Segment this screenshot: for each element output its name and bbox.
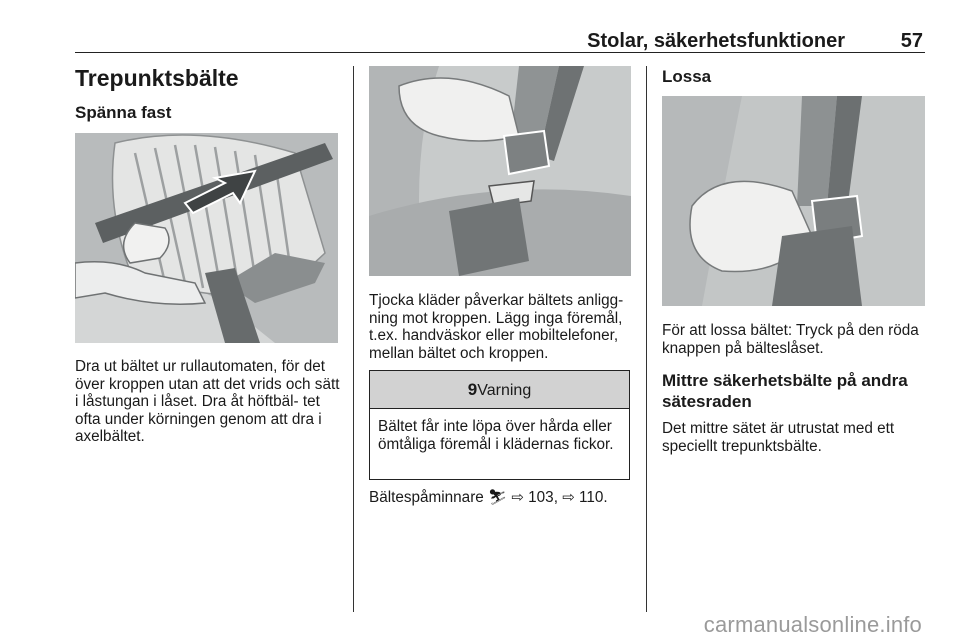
right-text-block xyxy=(662,322,927,455)
page-ref-1[interactable]: 103, xyxy=(528,489,558,506)
page-ref-arrow-icon: ⇨ xyxy=(511,489,524,506)
left-column xyxy=(75,65,345,123)
warning-box xyxy=(369,370,630,480)
page-number: 57 xyxy=(900,30,923,52)
warning-header xyxy=(370,371,629,409)
clothing-paragraph: Tjocka kläder påverkar bältets anligg- ning mot kroppen. Lägg inga föremål, t.ex. handväskor eller mobiltelefoner, mellan bältet och kroppen. xyxy=(369,292,624,362)
middle-belt-paragraph: Det mittre sätet är utrustat med ett speciellt trepunktsbälte. xyxy=(662,420,895,455)
warning-title: Varning xyxy=(477,382,532,399)
middle-text-block xyxy=(369,292,632,362)
left-text-block xyxy=(75,358,345,446)
column-divider-2 xyxy=(646,66,647,612)
watermark: carmanualsonline.info xyxy=(703,612,922,637)
reminder-line xyxy=(369,489,632,507)
page-header xyxy=(75,28,925,53)
right-column-top xyxy=(662,66,927,87)
header-title: Stolar, säkerhetsfunktioner xyxy=(587,30,845,52)
subheading-middle-belt: Mittre säkerhetsbälte på andra sätesraden xyxy=(662,371,908,411)
figure-buckle-insert xyxy=(369,66,631,276)
warning-triangle-icon: 9 xyxy=(467,380,478,399)
column-divider-1 xyxy=(353,66,354,612)
subheading-fasten: Spänna fast xyxy=(75,103,172,122)
reminder-label: Bältespåminnare xyxy=(369,489,484,506)
subheading-release: Lossa xyxy=(662,67,712,86)
release-paragraph: För att lossa bältet: Tryck på den röda knappen på bälteslåset. xyxy=(662,322,919,357)
seatbelt-reminder-icon: ⛷ xyxy=(488,489,508,506)
section-heading: Trepunktsbälte xyxy=(75,65,239,91)
fasten-paragraph: Dra ut bältet ur rullautomaten, för det över kroppen utan att det vrids och sätt i låstungan i låset. Dra åt höftbäl- tet ofta under körningen genom att dra i axelbältet. xyxy=(75,358,340,445)
figure-fasten-belt xyxy=(75,133,338,343)
page-ref-arrow-icon: ⇨ xyxy=(562,489,575,506)
warning-text: Bältet får inte löpa över hårda eller ömtåliga föremål i klädernas fickor. xyxy=(378,418,614,453)
page-ref-2[interactable]: 110. xyxy=(579,489,608,506)
figure-release-buckle xyxy=(662,96,925,306)
